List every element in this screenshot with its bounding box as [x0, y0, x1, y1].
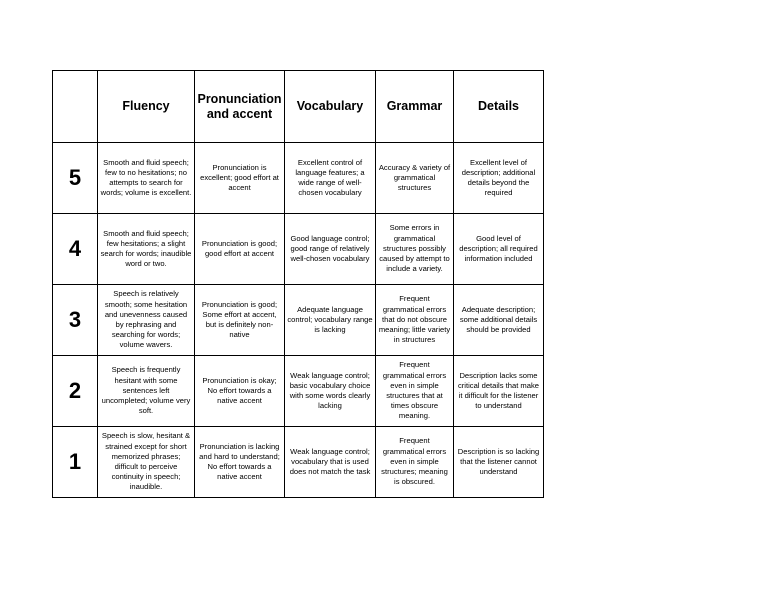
- details-cell: Description is so lacking that the listener cannot understand: [454, 427, 544, 498]
- header-grammar: Grammar: [376, 71, 454, 143]
- pronunciation-cell: Pronunciation is good; Some effort at accent, but is definitely non-native: [195, 285, 285, 356]
- score-label: 5: [53, 143, 98, 214]
- grammar-cell: Frequent grammatical errors that do not obscure meaning; little variety in structures: [376, 285, 454, 356]
- header-fluency: Fluency: [98, 71, 195, 143]
- vocabulary-cell: Weak language control; vocabulary that is used does not match the task: [285, 427, 376, 498]
- score-label: 1: [53, 427, 98, 498]
- details-cell: Excellent level of description; additional details beyond the required: [454, 143, 544, 214]
- vocabulary-cell: Excellent control of language features; a wide range of well-chosen vocabulary: [285, 143, 376, 214]
- grammar-cell: Accuracy & variety of grammatical structures: [376, 143, 454, 214]
- table-row: [53, 214, 544, 285]
- header-vocabulary: Vocabulary: [285, 71, 376, 143]
- grammar-cell: Frequent grammatical errors even in simple structures that at times obscure meaning.: [376, 356, 454, 427]
- header-details: Details: [454, 71, 544, 143]
- rubric-table: [52, 70, 544, 498]
- fluency-cell: Speech is frequently hesitant with some sentences left uncompleted; volume very soft.: [98, 356, 195, 427]
- vocabulary-cell: Adequate language control; vocabulary range is lacking: [285, 285, 376, 356]
- vocabulary-cell: Weak language control; basic vocabulary choice with some words clearly lacking: [285, 356, 376, 427]
- details-cell: Adequate description; some additional details should be provided: [454, 285, 544, 356]
- fluency-cell: Speech is relatively smooth; some hesitation and unevenness caused by rephrasing and searching for words; volume wavers.: [98, 285, 195, 356]
- table-row: [53, 285, 544, 356]
- header-pronunciation: Pronunciation and accent: [195, 71, 285, 143]
- details-cell: Description lacks some critical details that make it difficult for the listener to understand: [454, 356, 544, 427]
- fluency-cell: Smooth and fluid speech; few hesitations; a slight search for words; inaudible word or two.: [98, 214, 195, 285]
- grammar-cell: Some errors in grammatical structures possibly caused by attempt to include a variety.: [376, 214, 454, 285]
- pronunciation-cell: Pronunciation is good; good effort at accent: [195, 214, 285, 285]
- grammar-cell: Frequent grammatical errors even in simple structures; meaning is obscured.: [376, 427, 454, 498]
- table-row: [53, 427, 544, 498]
- pronunciation-cell: Pronunciation is excellent; good effort at accent: [195, 143, 285, 214]
- score-label: 4: [53, 214, 98, 285]
- details-cell: Good level of description; all required information included: [454, 214, 544, 285]
- table-row: [53, 143, 544, 214]
- score-label: 3: [53, 285, 98, 356]
- table-row: [53, 356, 544, 427]
- pronunciation-cell: Pronunciation is okay; No effort towards a native accent: [195, 356, 285, 427]
- vocabulary-cell: Good language control; good range of relatively well-chosen vocabulary: [285, 214, 376, 285]
- score-label: 2: [53, 356, 98, 427]
- header-row: [53, 71, 544, 143]
- fluency-cell: Smooth and fluid speech; few to no hesitations; no attempts to search for words; volume is excellent.: [98, 143, 195, 214]
- fluency-cell: Speech is slow, hesitant & strained except for short memorized phrases; difficult to perceive continuity in speech; inaudible.: [98, 427, 195, 498]
- header-corner: [53, 71, 98, 143]
- pronunciation-cell: Pronunciation is lacking and hard to understand; No effort towards a native accent: [195, 427, 285, 498]
